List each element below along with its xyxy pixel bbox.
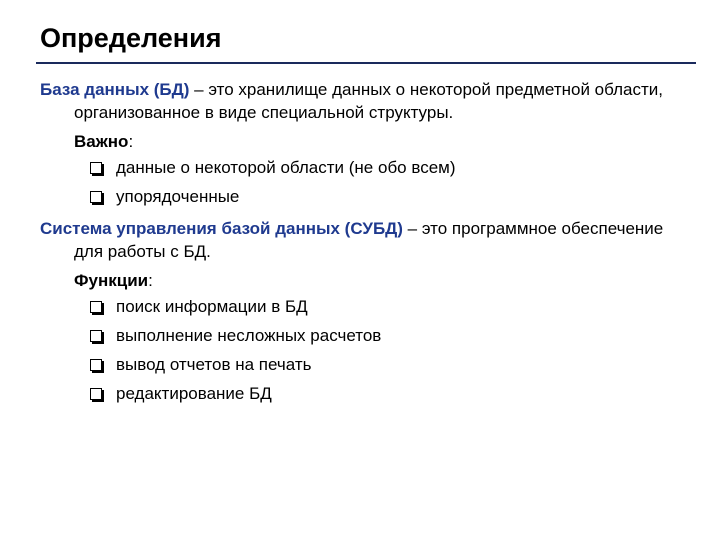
- title-divider: [36, 62, 696, 64]
- list-item: [90, 182, 690, 211]
- dbms-term: Система управления базой данных (СУБД): [40, 219, 403, 238]
- checkbox-square-icon: [90, 330, 102, 342]
- bullet-text: вывод отчетов на печать: [116, 355, 312, 374]
- checkbox-square-icon: [90, 388, 102, 400]
- important-label-row: [74, 130, 690, 153]
- slide-title: Определения: [40, 23, 222, 53]
- db-definition: [40, 78, 690, 124]
- functions-label-row: [74, 269, 690, 292]
- checkbox-square-icon: [90, 191, 102, 203]
- bullet-text: редактирование БД: [116, 384, 272, 403]
- important-colon: :: [128, 132, 134, 151]
- db-definition-text: – это хранилище данных о некоторой предметной области, организованное в виде специальной структуры.: [74, 80, 663, 122]
- checkbox-square-icon: [90, 359, 102, 371]
- dbms-definition: [40, 217, 690, 263]
- dbms-definition-text: – это программное обеспечение для работы с БД.: [74, 219, 664, 261]
- list-item: [90, 292, 690, 321]
- functions-label: Функции: [74, 271, 149, 290]
- list-item: [90, 379, 690, 408]
- functions-colon: :: [148, 271, 153, 290]
- db-term: База данных (БД): [40, 80, 190, 99]
- checkbox-square-icon: [90, 301, 102, 313]
- bullet-text: данные о некоторой области (не обо всем): [116, 158, 456, 177]
- list-item: [90, 153, 690, 182]
- bullet-text: поиск информации в БД: [116, 297, 308, 316]
- important-label: Важно: [74, 132, 129, 151]
- list-item: [90, 321, 690, 350]
- dbms-bullet-list: [90, 292, 690, 408]
- slide-content: [40, 78, 690, 408]
- checkbox-square-icon: [90, 162, 102, 174]
- db-bullet-list: [90, 153, 690, 211]
- list-item: [90, 350, 690, 379]
- bullet-text: упорядоченные: [116, 187, 240, 206]
- bullet-text: выполнение несложных расчетов: [116, 326, 382, 345]
